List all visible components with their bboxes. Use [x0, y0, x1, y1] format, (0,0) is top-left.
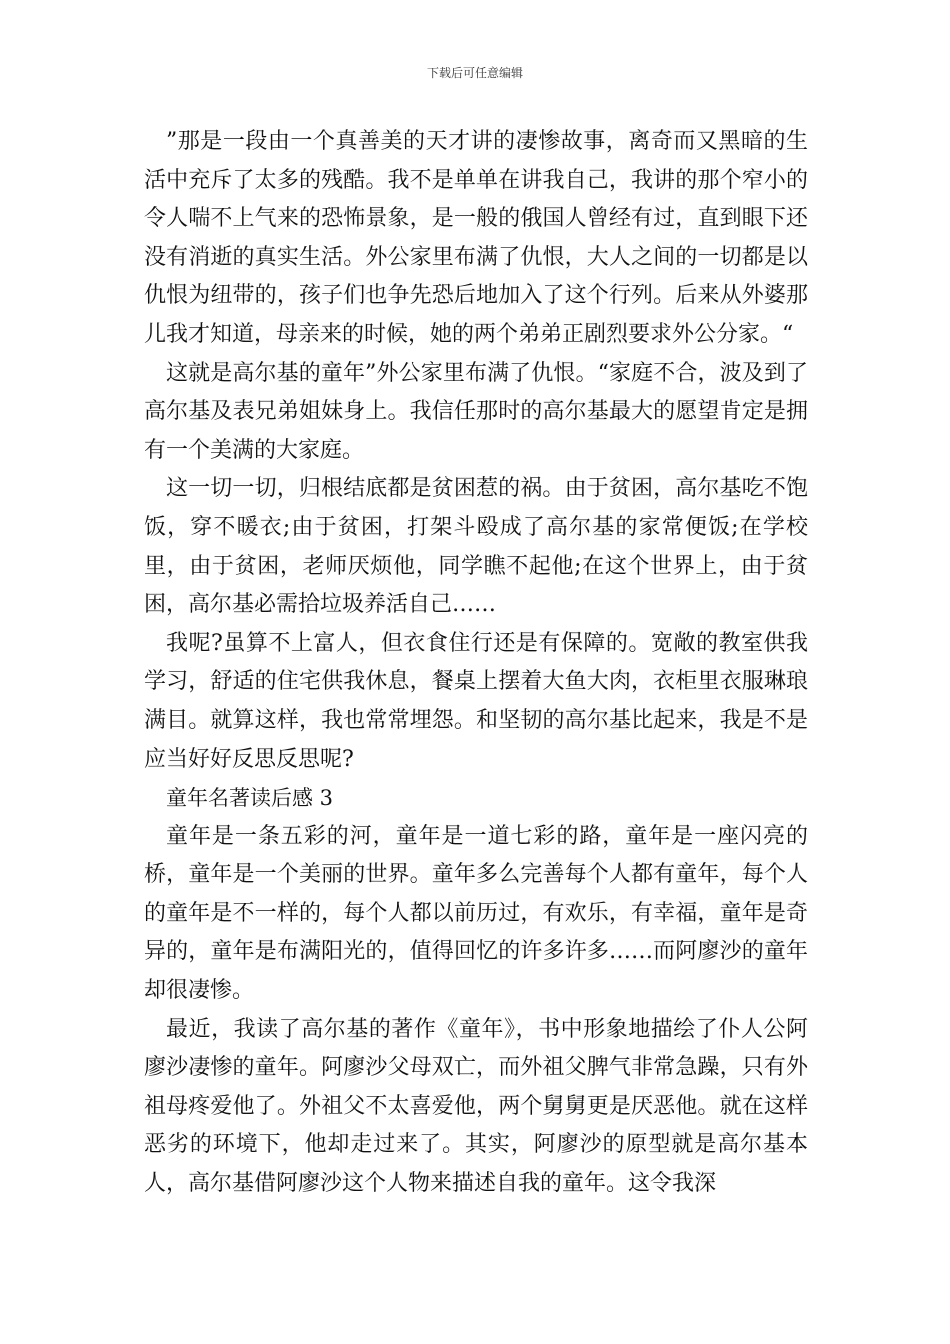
paragraph-6: 最近，我读了高尔基的著作《童年》，书中形象地描绘了仆人公阿廖沙凄惨的童年。阿廖沙父母双亡，而外祖父脾气非常急躁，只有外祖母疼爱他了。外祖父不太喜爱他，两个舅舅更是厌恶他。就在这样恶劣的环境下，他却走过来了。其实，阿廖沙的原型就是高尔基本人，高尔基借阿廖沙这个人物来描述自我的童年。这令我深	[144, 1016, 808, 1197]
paragraph-2: 这就是高尔基的童年”外公家里布满了仇恨。“家庭不合，波及到了高尔基及表兄弟姐妹身上。我信任那时的高尔基最大的愿望肯定是拥有一个美满的大家庭。	[144, 360, 808, 463]
document-body	[144, 123, 808, 1204]
paragraph-5: 童年是一条五彩的河，童年是一道七彩的路，童年是一座闪亮的桥，童年是一个美丽的世界。童年多么完善每个人都有童年，每个人的童年是不一样的，每个人都以前历过，有欢乐，有幸福，童年是奇异的，童年是布满阳光的，值得回忆的许多许多……而阿廖沙的童年却很凄惨。	[144, 823, 808, 1004]
paragraph-3: 这一切一切，归根结底都是贫困惹的祸。由于贫困，高尔基吃不饱饭，穿不暖衣;由于贫困，打架斗殴成了高尔基的家常便饭;在学校里，由于贫困，老师厌烦他，同学瞧不起他;在这个世界上，由于贫困，高尔基必需拾垃圾养活自己……	[144, 476, 808, 618]
page-header-note: 下载后可任意编辑	[426, 66, 523, 80]
section-heading: 童年名著读后感 3	[166, 786, 334, 811]
paragraph-4: 我呢?虽算不上富人，但衣食住行还是有保障的。宽敞的教室供我学习，舒适的住宅供我休息，餐桌上摆着大鱼大肉，衣柜里衣服琳琅满目。就算这样，我也常常埋怨。和坚韧的高尔基比起来，我是不是应当好好反思反思呢?	[144, 630, 808, 772]
paragraph-1: ”那是一段由一个真善美的天才讲的凄惨故事，离奇而又黑暗的生活中充斥了太多的残酷。我不是单单在讲我自己，我讲的那个窄小的令人喘不上气来的恐怖景象，是一般的俄国人曾经有过，直到眼下还没有消逝的真实生活。外公家里布满了仇恨，大人之间的一切都是以仇恨为纽带的，孩子们也争先恐后地加入了这个行列。后来从外婆那儿我才知道，母亲来的时候，她的两个弟弟正剧烈要求外公分家。“	[144, 129, 808, 347]
